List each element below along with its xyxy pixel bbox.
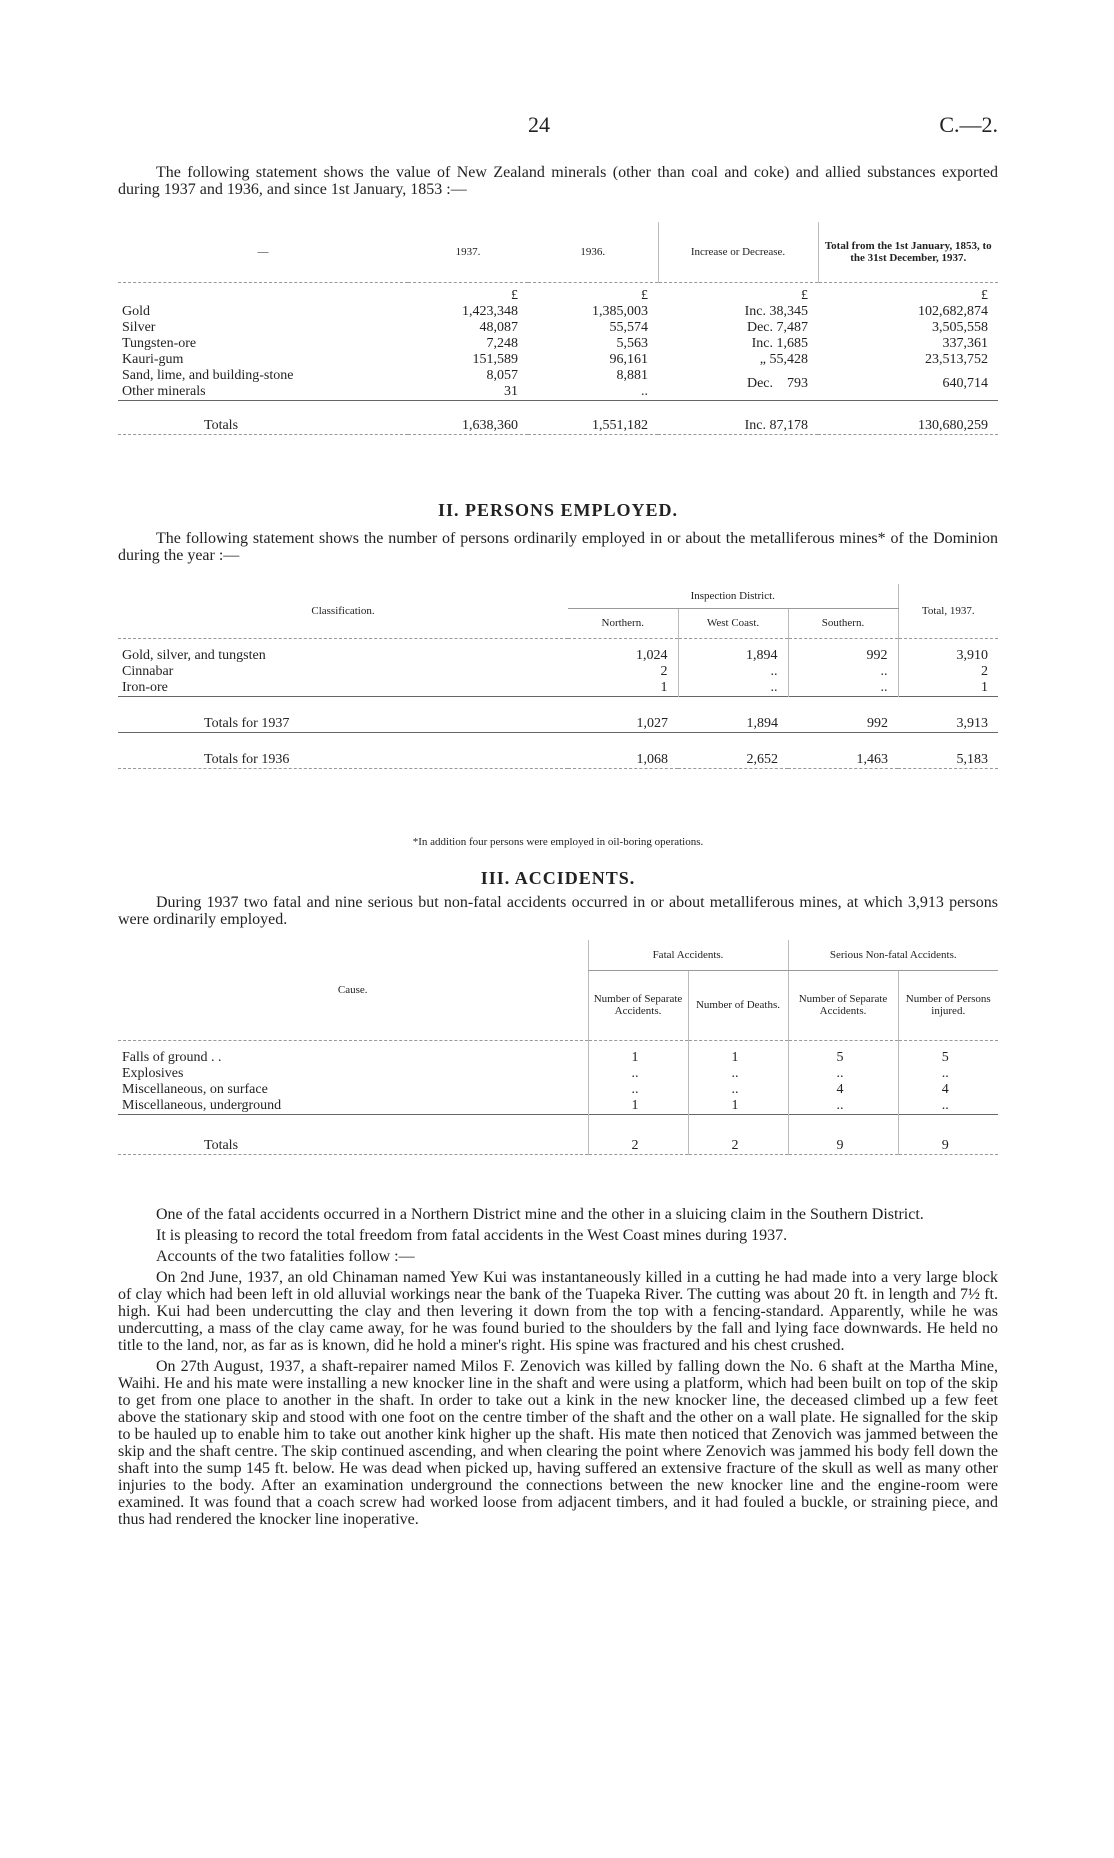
southern-value: 992: [788, 638, 898, 664]
table-row: [118, 336, 998, 352]
district-header: Inspection District.: [568, 584, 898, 608]
exports-intro: The following statement shows the value of New Zealand minerals (other than coal and coke) and allied substances exported during 1937 and 1936, and since 1st January, 1853 :—: [118, 164, 998, 198]
value-1937: 8,057: [486, 368, 518, 383]
total-value: 3,910: [898, 638, 998, 664]
northern-total: 1,027: [636, 716, 668, 731]
table-row: [118, 1082, 998, 1098]
west-coast-total: 1,894: [746, 716, 778, 731]
accidents-header-row: [118, 940, 998, 970]
table-row: [118, 1098, 998, 1115]
serious-accidents-value: ..: [788, 1066, 898, 1082]
total-value: 2: [898, 664, 998, 680]
accident-accounts: [118, 1206, 998, 1528]
fatal-accidents-value: 1: [588, 1098, 688, 1115]
table-row: [118, 368, 998, 384]
west-coast-value: ..: [678, 680, 788, 697]
totals-label: Totals: [204, 418, 239, 433]
total-value: 1: [898, 680, 998, 697]
table-row: [118, 680, 998, 697]
value-total: 3,505,558: [932, 320, 988, 335]
section-title-accidents: III. ACCIDENTS.: [480, 868, 636, 888]
persons-injured-value: 4: [898, 1082, 998, 1098]
northern-value: 1: [660, 680, 668, 695]
change-direction: Inc.: [744, 304, 766, 319]
exports-col-1937: 1937.: [455, 245, 481, 258]
page-number: 24: [528, 112, 550, 137]
table-row: [118, 1066, 998, 1082]
table-row: [118, 638, 998, 664]
deaths-value: 1: [688, 1040, 788, 1066]
southern-total: 992: [867, 716, 888, 731]
serious-accidents-total: 9: [788, 1115, 898, 1155]
grand-total: 130,680,259: [918, 418, 988, 433]
exports-col-change: Increase or Decrease.: [658, 222, 818, 282]
totals-row: [118, 733, 998, 769]
mineral-name: Tungsten-ore: [122, 336, 197, 351]
totals-label: Totals for 1937: [204, 716, 290, 731]
col-persons-injured: Number of Persons injured.: [898, 970, 998, 1040]
persons-injured-value: 5: [898, 1040, 998, 1066]
totals-row: [118, 697, 998, 733]
deaths-total: 2: [688, 1115, 788, 1155]
paragraph: One of the fatal accidents occurred in a Northern District mine and the other in a sluicing claim in the Southern District.: [156, 1206, 924, 1223]
section-title-persons-employed: II. PERSONS EMPLOYED.: [437, 500, 679, 520]
cause-name: Miscellaneous, on surface: [122, 1082, 268, 1097]
value-1937: 1,423,348: [462, 304, 518, 319]
persons-injured-value: ..: [898, 1066, 998, 1082]
value-1936: 96,161: [609, 352, 648, 367]
change-direction: Inc.: [744, 418, 766, 433]
paragraph: On 27th August, 1937, a shaft-repairer named Milos F. Zenovich was killed by falling down the No. 6 shaft at the Martha Mine, Waihi. He and his mate were installing a new knocker line in the shaft and were using a platform, which had been built on top of the skip to get from one place to another in the shaft. In order to take out a kink in the new knocker line, the deceased climbed up a few feet above the stationary skip and stood with one foot on the centre timber of the shaft and the other on a wall plate. He signalled for the skip to be hauled up to enable him to take out another kink higher up the shaft. His mate then noticed that Zenovich was jammed between the skip and the shaft centre. The skip continued ascending, and when clearing the point where Zenovich was jammed his body fell down the shaft into the sump 145 ft. below. He was dead when picked up, having suffered an extensive fracture of the skull as well as many other injuries to the body. After an examination underground the connections between the new knocker line and the engine-room were examined. It was found that a coach screw had worked loose from adjacent timbers, and it had fouled a buckle, or straining piece, and thus had rendered the knocker line inoperative.: [118, 1358, 998, 1528]
mineral-name: Kauri-gum: [122, 352, 184, 367]
col-northern: Northern.: [601, 617, 644, 629]
southern-value: ..: [788, 680, 898, 697]
change-amount: 55,428: [769, 352, 808, 367]
value-1936: 55,574: [609, 320, 648, 335]
fatal-header: Fatal Accidents.: [588, 940, 788, 970]
currency-symbol: £: [641, 288, 648, 303]
value-1936: 8,881: [616, 368, 648, 383]
west-coast-total: 2,652: [746, 752, 778, 767]
accidents-table: [118, 940, 998, 1155]
value-total: 337,361: [942, 336, 988, 351]
cause-name: Falls of ground . .: [122, 1050, 222, 1065]
totals-row: [118, 1115, 998, 1155]
currency-symbol: £: [981, 288, 988, 303]
col-fatal-accidents: Number of Separate Accidents.: [588, 970, 688, 1040]
currency-symbol: £: [511, 288, 518, 303]
col-fatal-deaths: Number of Deaths.: [688, 970, 788, 1040]
cause-name: Explosives: [122, 1066, 184, 1081]
fatal-accidents-total: 2: [588, 1115, 688, 1155]
table-row: [118, 304, 998, 320]
employed-header-row: [118, 584, 998, 608]
cause-header: Cause.: [337, 983, 368, 996]
totals-row: [118, 401, 998, 435]
mineral-name: Gold: [122, 304, 150, 319]
value-1937: 7,248: [486, 336, 518, 351]
cause-name: Miscellaneous, underground: [122, 1098, 282, 1113]
col-serious-accidents: Number of Separate Accidents.: [788, 970, 898, 1040]
change-direction: „: [759, 352, 766, 367]
change-amount: 87,178: [769, 418, 808, 433]
serious-accidents-value: ..: [788, 1098, 898, 1115]
value-1937: 31: [504, 384, 518, 399]
total-1936: 1,551,182: [592, 418, 648, 433]
classification-name: Cinnabar: [122, 664, 174, 679]
serious-accidents-value: 5: [788, 1040, 898, 1066]
deaths-value: ..: [688, 1082, 788, 1098]
value-1936: ..: [641, 384, 648, 399]
paragraph: Accounts of the two fatalities follow :—: [156, 1248, 415, 1265]
change-amount: 38,345: [769, 304, 808, 319]
paragraph: It is pleasing to record the total freedom from fatal accidents in the West Coast mines during 1937.: [156, 1227, 788, 1244]
west-coast-value: 1,894: [678, 638, 788, 664]
page-header: [118, 112, 998, 136]
total-1937-header: Total, 1937.: [898, 584, 998, 638]
grand-total: 3,913: [956, 716, 988, 731]
west-coast-value: ..: [678, 664, 788, 680]
grand-total: 5,183: [956, 752, 988, 767]
serious-header: Serious Non-fatal Accidents.: [788, 940, 998, 970]
value-total: 23,513,752: [925, 352, 988, 367]
northern-value: 1,024: [636, 648, 668, 663]
document-code: C.—2.: [939, 112, 998, 137]
mineral-name: Silver: [122, 320, 156, 335]
footnote: *In addition four persons were employed in oil-boring operations.: [412, 836, 704, 848]
employed-intro: The following statement shows the number of persons ordinarily employed in or about the metalliferous mines* of the Dominion during the year :—: [118, 530, 998, 564]
northern-value: 2: [660, 664, 668, 679]
exports-col-1936: 1936.: [580, 245, 606, 258]
change-amount: 793: [787, 376, 808, 391]
value-total: 640,714: [942, 376, 988, 391]
exports-header-row: [118, 222, 998, 282]
change-amount: 7,487: [776, 320, 808, 335]
change-amount: 1,685: [776, 336, 808, 351]
exports-col-total: Total from the 1st January, 1853, to the 31st December, 1937.: [818, 222, 998, 282]
change-direction: Inc.: [751, 336, 773, 351]
northern-total: 1,068: [636, 752, 668, 767]
mineral-name: Sand, lime, and building-stone: [122, 368, 294, 383]
paragraph: On 2nd June, 1937, an old Chinaman named Yew Kui was instantaneously killed in a cutting he had made into a very large block of clay which had been left in old alluvial workings near the bank of the Tuapeka River. The cutting was about 20 ft. in length and 7½ ft. high. Kui had been undercutting the clay and then levering it down from the top with a fencing-standard. Apparently, while he was undercutting, a mass of the clay came away, for he was found buried to the shoulders by the fall and lying face downwards. He held no title to the land, nor, as far as is known, did he hold a miner's right. His spine was fractured and his chest crushed.: [118, 1269, 998, 1354]
table-row: [118, 320, 998, 336]
value-1936: 5,563: [616, 336, 648, 351]
fatal-accidents-value: 1: [588, 1040, 688, 1066]
currency-symbol: £: [801, 288, 808, 303]
totals-label: Totals: [204, 1138, 239, 1153]
employed-table: [118, 584, 998, 769]
persons-injured-total: 9: [898, 1115, 998, 1155]
serious-accidents-value: 4: [788, 1082, 898, 1098]
fatal-accidents-value: ..: [588, 1082, 688, 1098]
currency-row: [118, 282, 998, 304]
value-1937: 48,087: [479, 320, 518, 335]
table-row: [118, 352, 998, 368]
change-direction: Dec.: [746, 376, 773, 391]
persons-injured-value: ..: [898, 1098, 998, 1115]
classification-name: Gold, silver, and tungsten: [122, 648, 266, 663]
classification-header: Classification.: [311, 604, 375, 617]
mineral-name: Other minerals: [122, 384, 206, 399]
southern-value: ..: [788, 664, 898, 680]
totals-label: Totals for 1936: [204, 752, 290, 767]
value-1937: 151,589: [472, 352, 518, 367]
value-1936: 1,385,003: [592, 304, 648, 319]
value-total: 102,682,874: [918, 304, 988, 319]
accidents-intro: During 1937 two fatal and nine serious but non-fatal accidents occurred in or about metalliferous mines, at which 3,913 persons were ordinarily employed.: [118, 894, 998, 928]
fatal-accidents-value: ..: [588, 1066, 688, 1082]
total-1937: 1,638,360: [462, 418, 518, 433]
col-southern: Southern.: [788, 608, 898, 638]
deaths-value: 1: [688, 1098, 788, 1115]
table-row: [118, 664, 998, 680]
exports-table: [118, 222, 998, 435]
change-direction: Dec.: [746, 320, 773, 335]
table-row: [118, 1040, 998, 1066]
deaths-value: ..: [688, 1066, 788, 1082]
classification-name: Iron-ore: [122, 680, 168, 695]
col-west-coast: West Coast.: [678, 608, 788, 638]
exports-col-blank: —: [257, 245, 269, 258]
southern-total: 1,463: [856, 752, 888, 767]
